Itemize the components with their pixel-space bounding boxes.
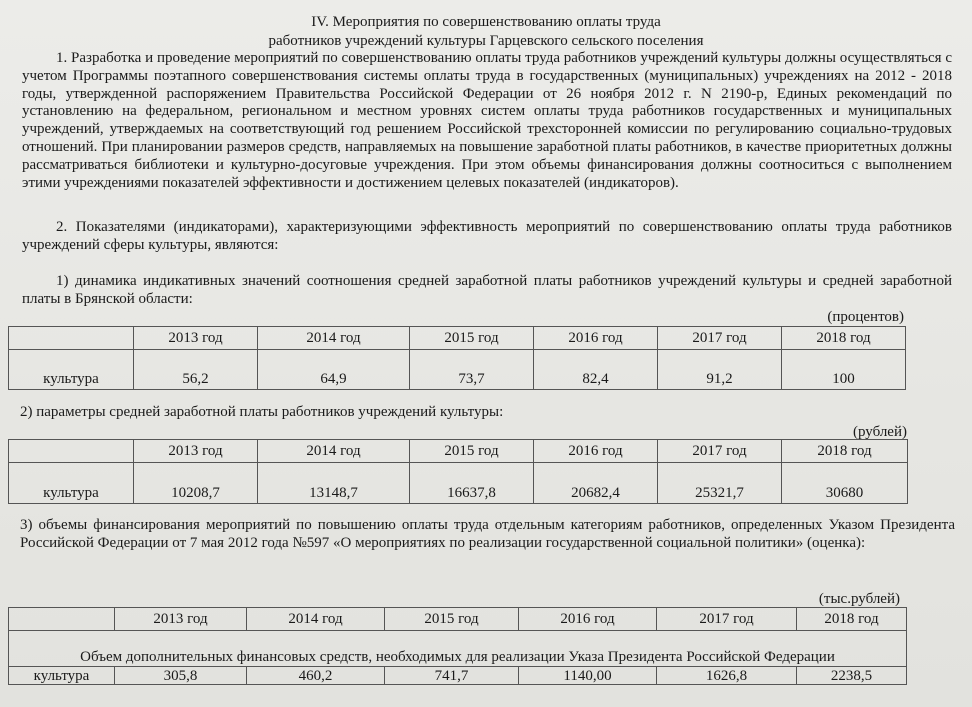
- table-header-cell: 2016 год: [534, 440, 658, 463]
- table-header-cell: 2018 год: [782, 327, 906, 350]
- row-label: культура: [9, 667, 115, 685]
- paragraph-3: [22, 273, 952, 309]
- row-label: культура: [9, 463, 134, 504]
- table-cell: 25321,7: [658, 463, 782, 504]
- table-cell: 13148,7: [258, 463, 410, 504]
- paragraph-3-text: 1) динамика индикативных значений соотношения средней заработной платы работников учреждений культуры и средней заработной платы в Брянской области:: [22, 273, 952, 307]
- table-header-cell: 2014 год: [258, 440, 410, 463]
- table-header-cell: 2016 год: [519, 608, 657, 631]
- table-1-header-row: [9, 327, 906, 350]
- table-header-cell: 2014 год: [258, 327, 410, 350]
- paragraph-2-text: 2. Показателями (индикаторами), характеризующими эффективность мероприятий по совершенствованию оплаты труда работников учреждений сферы культуры, являются:: [22, 219, 952, 253]
- table-header-cell: 2015 год: [410, 440, 534, 463]
- table-cell: 73,7: [410, 350, 534, 390]
- table-cell: 1626,8: [657, 667, 797, 685]
- table-3-unit: (тыс.рублей): [818, 591, 900, 607]
- table-cell: 64,9: [258, 350, 410, 390]
- table-cell: 16637,8: [410, 463, 534, 504]
- table-3-note-row: [9, 631, 907, 667]
- table-1: [8, 326, 906, 390]
- table-header-cell: 2013 год: [115, 608, 247, 631]
- table-cell: 2238,5: [797, 667, 907, 685]
- table-cell: 91,2: [658, 350, 782, 390]
- table-cell: 20682,4: [534, 463, 658, 504]
- table-header-cell: 2017 год: [657, 608, 797, 631]
- table-header-cell: 2013 год: [134, 440, 258, 463]
- table-cell: 100: [782, 350, 906, 390]
- table-row: [9, 463, 908, 504]
- table-cell: 30680: [782, 463, 908, 504]
- row-label: культура: [9, 350, 134, 390]
- table-header-cell: 2016 год: [534, 327, 658, 350]
- table-cell: 10208,7: [134, 463, 258, 504]
- table-3: [8, 607, 907, 685]
- table-row: [9, 350, 906, 390]
- table-cell: 741,7: [385, 667, 519, 685]
- table-header-cell: 2018 год: [782, 440, 908, 463]
- table-1-unit: (процентов): [827, 309, 904, 325]
- section-title-line-2: работников учреждений культуры Гарцевского сельского поселения: [268, 33, 704, 49]
- table-cell: 460,2: [247, 667, 385, 685]
- table-header-cell: 2017 год: [658, 440, 782, 463]
- table-header-cell: 2018 год: [797, 608, 907, 631]
- table-header-cell-empty: [9, 608, 115, 631]
- table-header-cell: 2013 год: [134, 327, 258, 350]
- table-header-cell: 2017 год: [658, 327, 782, 350]
- table-cell: 56,2: [134, 350, 258, 390]
- table-header-cell: 2015 год: [385, 608, 519, 631]
- paragraph-1: [22, 50, 952, 192]
- table-2: [8, 439, 908, 504]
- table-row: [9, 667, 907, 685]
- section-title-line-1: IV. Мероприятия по совершенствованию оплаты труда: [311, 14, 661, 30]
- table-2-header-row: [9, 440, 908, 463]
- table-header-cell: 2014 год: [247, 608, 385, 631]
- paragraph-1-text: 1. Разработка и проведение мероприятий по совершенствованию оплаты труда работников учреждений культуры должны осуществляться с учетом Программы поэтапного совершенствования системы оплаты труда в государственных (муниципальных) учреждениях на 2012 - 2018 годы, утвержденной распоряжением Правительства Российской Федерации от 26 ноября 2012 г. N 2190-р, Единых рекомендаций по установлению на федеральном, региональном и местном уровнях систем оплаты труда работников государственных и муниципальных учреждений, утверждаемых на соответствующий год решением Российской трехсторонней комиссии по регулированию социально-трудовых отношений. При планировании размеров средств, направляемых на повышение заработной платы работников, в качестве приоритетных должны рассматриваться библиотеки и культурно-досуговые учреждения. При этом объемы финансирования должны соотноситься с выполнением этими учреждениями показателей эффективности и достижением целевых показателей (индикаторов).: [22, 50, 952, 191]
- paragraph-5: 3) объемы финансирования мероприятий по повышению оплаты труда отдельным категориям работников, определенных Указом Президента Российской Федерации от 7 мая 2012 года №597 «О мероприятиях по реализации государственной социальной политики» (оценка):: [20, 517, 955, 551]
- table-header-cell-empty: [9, 327, 134, 350]
- paragraph-2: [22, 219, 952, 255]
- table-2-unit: (рублей): [852, 424, 907, 440]
- table-header-cell: 2015 год: [410, 327, 534, 350]
- table-3-header-row: [9, 608, 907, 631]
- table-3-note: Объем дополнительных финансовых средств, необходимых для реализации Указа Президента Российской Федерации: [9, 631, 907, 667]
- table-cell: 305,8: [115, 667, 247, 685]
- table-header-cell-empty: [9, 440, 134, 463]
- table-cell: 82,4: [534, 350, 658, 390]
- paragraph-4: 2) параметры средней заработной платы работников учреждений культуры:: [20, 404, 504, 420]
- table-cell: 1140,00: [519, 667, 657, 685]
